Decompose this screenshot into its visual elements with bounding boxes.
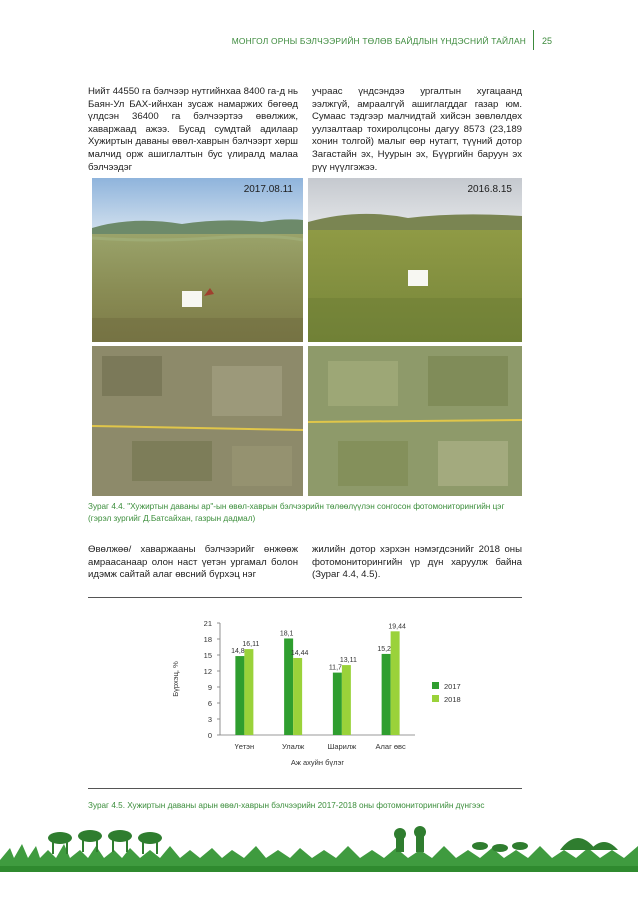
legend-label-2018: 2018 <box>444 695 461 704</box>
y-tick-label: 3 <box>207 715 212 724</box>
data-label-2018: 13,11 <box>339 657 357 665</box>
y-tick-label: 12 <box>203 667 212 676</box>
y-tick-label: 6 <box>207 699 212 708</box>
page-number: 25 <box>542 36 553 46</box>
x-category-label: Алаг өвс <box>375 742 406 751</box>
chart-top-rule <box>88 597 522 598</box>
data-label-2017: 15,2 <box>377 645 391 653</box>
figure-4-4-caption-line2: (гэрэл зургийг Д.Батсайхан, газрын дадмал) <box>88 514 256 523</box>
figure-4-5-caption: Зураг 4.5. Хужиртын даваны арын өвөл-хаврын бэлчээрийн 2017-2018 оны фотомониторингийн дүнгээс <box>88 801 485 810</box>
y-tick-label: 15 <box>203 651 212 660</box>
paragraph-top-right: учраас үндсэндээ ургалтын хугацаанд ээлжгүй, амраалгүй ашиглагддаг газар юм. Сумаас тэдгээр малчидтай хийсэн зөвлөлдөх уулзалтаар тохиролцсоны дагуу 8573 (23,189 хонин толгой) малыг өөр нутагт, түүний дотор Загастайн эх, Нуурын эх, Бүүргийн баруун эх рүү нүүлгэжээ. <box>312 86 522 173</box>
y-axis-title: Бүрхэц, % <box>171 661 180 697</box>
photo-closeup-2018 <box>308 346 522 496</box>
x-category-label: Улалж <box>282 742 305 751</box>
data-label-2018: 14,44 <box>290 649 309 657</box>
report-title: МОНГОЛ ОРНЫ БЭЛЧЭЭРИЙН ТӨЛӨВ БАЙДЛЫН ҮНДЭСНИЙ ТАЙЛАН <box>231 36 526 46</box>
photo-date-left: 2017.08.11 <box>243 184 293 195</box>
legend-label-2017: 2017 <box>444 682 461 691</box>
photo-closeup-2017-image <box>92 346 303 496</box>
y-tick-label: 21 <box>203 619 212 628</box>
photo-landscape-2017-image <box>92 178 303 342</box>
photo-landscape-2017 <box>92 178 303 342</box>
chart-bottom-rule <box>88 788 522 789</box>
bar-2018-3 <box>391 631 400 735</box>
paragraph-top-left: Нийт 44550 га бэлчээр нутгийнхаа 8400 га-д нь Баян-Ул БАХ-ийнхан зусаж намаржих бөгөөд үлдсэн 36400 га бэлчээртээ өвөлжиж, хаваржаад ажээ. Бусад сумдтай адилаар Хужиртын даваны өвөл-хаврын бэлчээрт хөрш малчид орж ашиглалтын бус үлиралд малаа бэлчээдэг <box>88 86 299 173</box>
paragraph-mid-right: жилийн дотор хэрхэн нэмэгдсэнийг 2018 оны фотомониторингийн үр дүн харуулж байна (Зураг 4.4, 4.5). <box>312 544 522 581</box>
header-divider <box>533 30 534 50</box>
legend-swatch-2017 <box>432 682 439 689</box>
data-label-2017: 18,1 <box>279 630 294 638</box>
y-tick-label: 18 <box>203 635 212 644</box>
bar-2018-0 <box>244 649 253 735</box>
data-label-2017: 14,8 <box>231 648 245 656</box>
bar-2017-2 <box>333 673 342 735</box>
y-tick-label: 0 <box>207 731 212 740</box>
bar-2017-0 <box>235 656 244 735</box>
photo-landscape-2018-image <box>308 178 522 342</box>
data-label-2017: 11,7 <box>328 664 342 672</box>
bar-chart <box>150 612 480 772</box>
bar-2018-1 <box>293 658 302 735</box>
x-category-label: Шарилж <box>327 742 357 751</box>
photo-closeup-2017 <box>92 346 303 496</box>
data-label-2018: 19,44 <box>388 623 406 631</box>
photo-date-right: 2016.8.15 <box>467 184 512 195</box>
legend-swatch-2018 <box>432 695 439 702</box>
bar-2018-2 <box>342 665 351 735</box>
photo-landscape-2018 <box>308 178 522 342</box>
photo-closeup-2018-image <box>308 346 522 496</box>
figure-4-4-caption-line1: Зураг 4.4. "Хужиртын даваны ар"-ын өвөл-хаврын бэлчээрийн төлөөлүүлэн сонгосон фотомониторингийн цэг <box>88 502 505 511</box>
bar-2017-3 <box>382 654 391 735</box>
data-label-2018: 16,11 <box>242 641 260 649</box>
footer-decorative-band <box>0 800 638 903</box>
paragraph-mid-left: Өвөлжөө/ хаваржааны бэлчээрийг өнжөөж амраасанаар олон наст үетэн ургамал болон идэмж сайтай алаг өвсний бүрхэц нэг <box>88 544 298 581</box>
y-tick-label: 9 <box>207 683 212 692</box>
x-category-label: Үетэн <box>234 742 255 751</box>
x-axis-title: Аж ахуйн бүлэг <box>290 758 345 767</box>
